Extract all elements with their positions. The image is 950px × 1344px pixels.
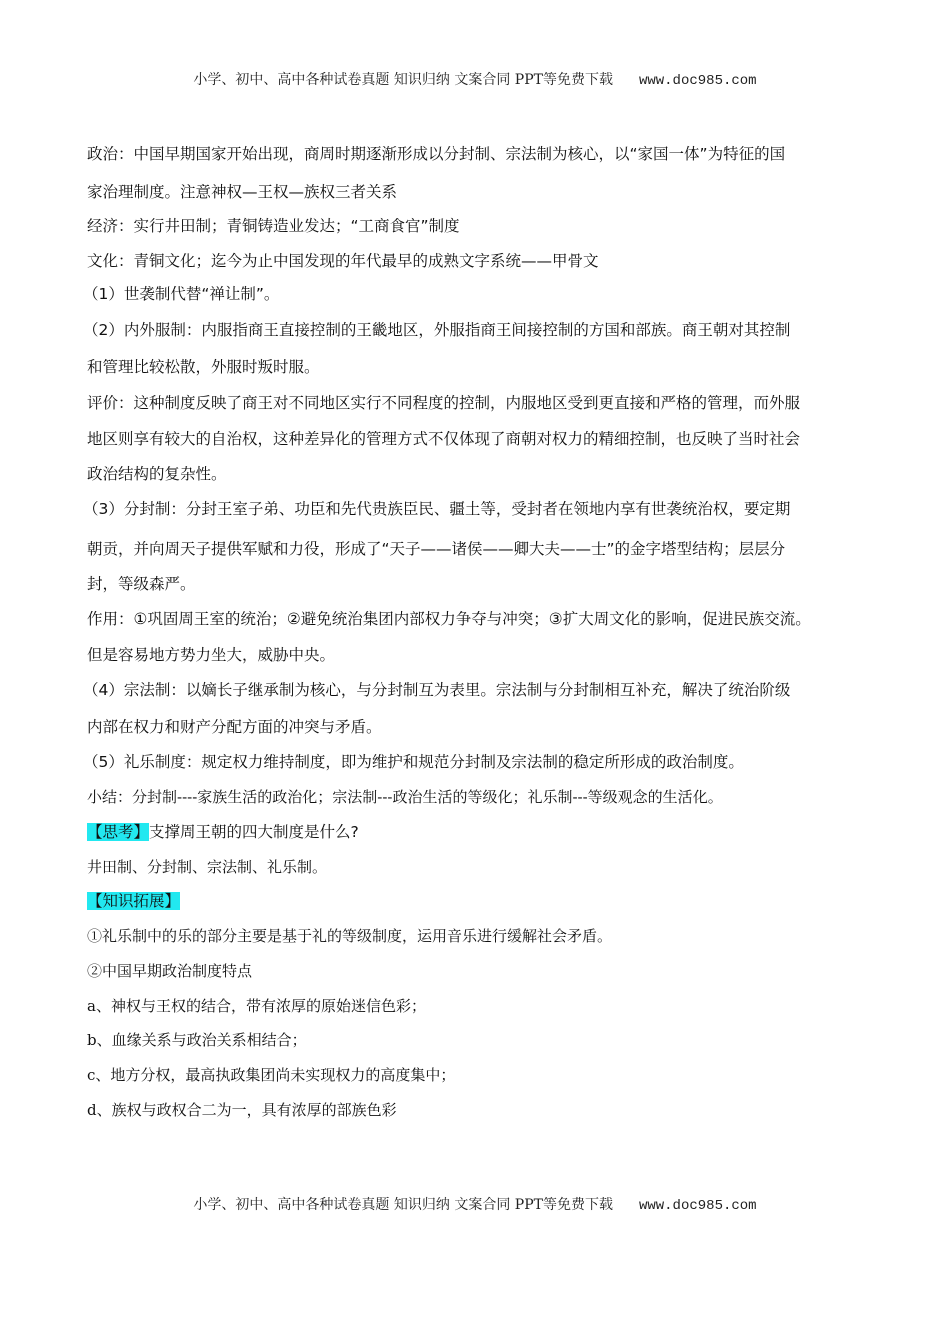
politics-line-2: 家治理制度。注意神权—王权—族权三者关系 [87,183,398,201]
culture-line: 文化：青铜文化；迄今为止中国发现的年代最早的成熟文字系统——甲骨文 [87,252,599,270]
item-2-line-1: （2）内外服制：内服指商王直接控制的王畿地区，外服指商王间接控制的方国和部族。商王朝对其控制 [83,321,791,339]
feature-d: d、族权与政权合二为一，具有浓厚的部族色彩 [87,1101,397,1119]
economy-line: 经济：实行井田制；青铜铸造业发达；“工商食官”制度 [87,217,460,235]
think-answer: 井田制、分封制、宗法制、礼乐制。 [87,858,328,876]
footer-site-link[interactable]: www.doc985.com [638,1198,757,1214]
item-4-line-1: （4）宗法制：以嫡长子继承制为核心，与分封制互为表里。宗法制与分封制相互补充，解决了统治阶级 [83,681,791,699]
summary-line: 小结：分封制----家族生活的政治化；宗法制---政治生活的等级化；礼乐制---等级观念的生活化。 [87,788,723,806]
item-3-line-3: 封，等级森严。 [87,575,196,593]
extension-row [87,890,180,913]
footer-text: 小学、初中、高中各种试卷真题 知识归纳 文案合同 PPT等免费下载 [193,1197,613,1213]
extension-point-1: ①礼乐制中的乐的部分主要是基于礼的等级制度，运用音乐进行缓解社会矛盾。 [87,927,613,945]
item-3-line-1: （3）分封制：分封王室子弟、功臣和先代贵族臣民、疆土等，受封者在领地内享有世袭统治权，要定期 [83,500,791,518]
extension-tag: 【知识拓展】 [87,892,181,910]
item-3-line-2: 朝贡，并向周天子提供军赋和力役，形成了“天子——诸侯——卿大夫——士”的金字塔型结构；层层分 [87,540,786,558]
item-2-line-2: 和管理比较松散，外服时叛时服。 [87,358,320,376]
think-tag: 【思考】 [87,823,150,841]
think-question-row [87,821,359,844]
feature-b: b、血缘关系与政治关系相结合； [87,1031,307,1049]
header-text: 小学、初中、高中各种试卷真题 知识归纳 文案合同 PPT等免费下载 [193,72,613,88]
header-site-link[interactable]: www.doc985.com [638,73,757,89]
feature-c: c、地方分权，最高执政集团尚未实现权力的高度集中； [87,1066,456,1084]
item-5-rites-music: （5）礼乐制度：规定权力维持制度，即为维护和规范分封制及宗法制的稳定所形成的政治制度。 [83,753,744,771]
item-1-hereditary: （1）世袭制代替“禅让制”。 [83,285,280,303]
page-footer [0,1194,950,1214]
evaluation-line-2: 地区则享有较大的自治权，这种差异化的管理方式不仅体现了商朝对权力的精细控制，也反映了当时社会 [87,430,801,448]
page-header [0,69,950,89]
politics-line-1: 政治：中国早期国家开始出现，商周时期逐渐形成以分封制、宗法制为核心，以“家国一体”为特征的国 [87,145,786,163]
feature-a: a、神权与王权的结合，带有浓厚的原始迷信色彩； [87,997,426,1015]
extension-point-2: ②中国早期政治制度特点 [87,962,253,980]
evaluation-line-1: 评价：这种制度反映了商王对不同地区实行不同程度的控制，内服地区受到更直接和严格的管理，而外服 [87,394,801,412]
effect-line-1: 作用：①巩固周王室的统治；②避免统治集团内部权力争夺与冲突；③扩大周文化的影响，促进民族交流。 [87,610,811,628]
effect-line-2: 但是容易地方势力坐大，威胁中央。 [87,646,336,664]
item-4-line-2: 内部在权力和财产分配方面的冲突与矛盾。 [87,718,382,736]
think-question: 支撑周王朝的四大制度是什么? [149,823,359,841]
evaluation-line-3: 政治结构的复杂性。 [87,465,227,483]
